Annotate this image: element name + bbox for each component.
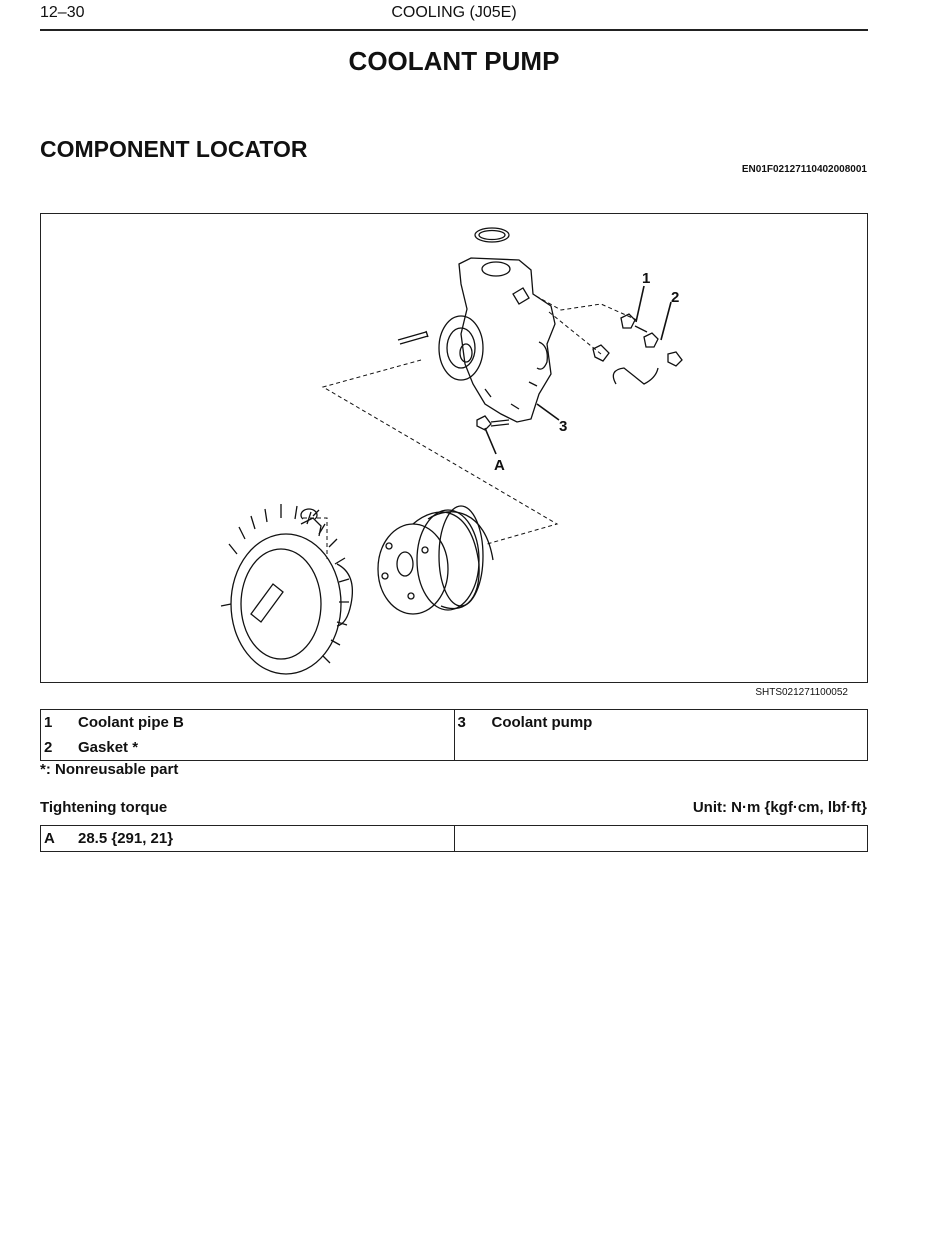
torque-empty-cell	[454, 826, 868, 852]
torque-table	[40, 825, 868, 852]
page-title: COOLANT PUMP	[348, 46, 560, 76]
legend-table	[40, 709, 868, 761]
callout-2: 2	[671, 289, 680, 306]
pulley-drawing	[378, 506, 493, 614]
legend-number: 3	[457, 714, 466, 731]
page-header	[40, 4, 868, 31]
torque-unit: Unit: N·m {kgf·cm, lbf·ft}	[692, 799, 867, 816]
legend-label: Coolant pipe B	[78, 714, 184, 731]
bolt-a-drawing	[477, 416, 509, 430]
legend-left-cell	[41, 710, 455, 761]
legend-label: Gasket *	[78, 739, 139, 756]
legend-item	[41, 710, 454, 735]
subsection-title: COMPONENT LOCATOR	[40, 136, 308, 162]
torque-cell	[41, 826, 455, 852]
page-number: 12–30	[40, 4, 85, 21]
callout-3: 3	[559, 418, 568, 435]
component-diagram	[40, 213, 868, 683]
document-code: EN01F02127110402008001	[741, 164, 867, 175]
legend-item	[41, 735, 454, 760]
legend-label: Coolant pump	[491, 714, 593, 731]
callout-1: 1	[642, 270, 651, 287]
torque-code: A	[44, 830, 55, 847]
coolant-pipe-b-drawing	[593, 314, 682, 384]
legend-number: 2	[44, 739, 53, 756]
exploded-view-illustration	[41, 214, 867, 682]
torque-value: 28.5 {291, 21}	[78, 830, 174, 847]
coolant-pump-drawing	[439, 258, 555, 422]
fan-clutch-drawing	[221, 504, 352, 674]
legend-item	[455, 710, 868, 735]
torque-label: Tightening torque	[40, 799, 168, 816]
stud-bolt-drawing	[398, 331, 428, 344]
gasket-ring-drawing	[475, 228, 509, 242]
torque-row	[41, 826, 454, 851]
callout-a: A	[494, 457, 505, 474]
figure-code: SHTS021271100052	[755, 687, 848, 698]
nonreusable-note: *: Nonreusable part	[40, 761, 179, 778]
legend-number: 1	[44, 714, 53, 731]
section-title: COOLING (J05E)	[391, 4, 517, 21]
legend-right-cell	[454, 710, 868, 761]
